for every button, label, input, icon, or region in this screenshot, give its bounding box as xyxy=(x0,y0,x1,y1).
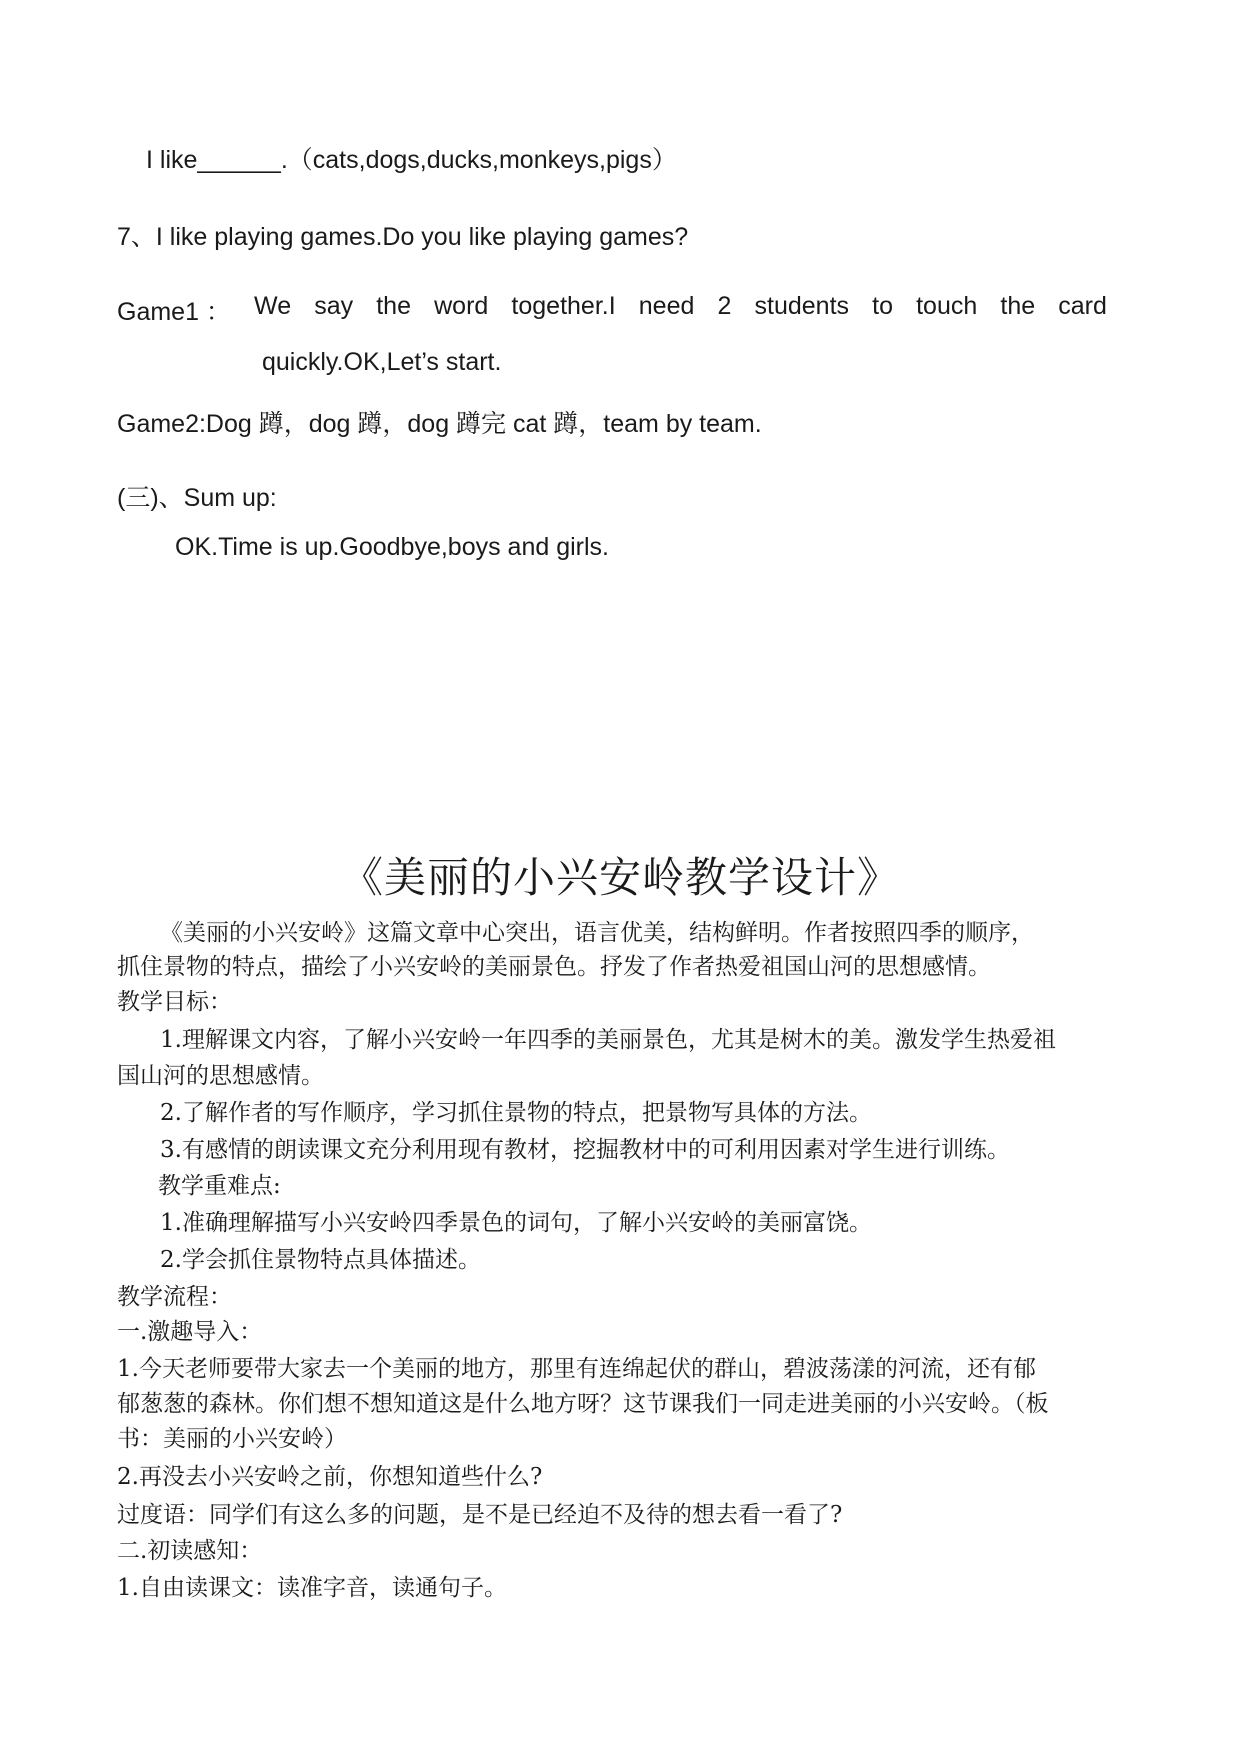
game1-word: together.I xyxy=(511,292,616,320)
game2-line: Game2:Dog 蹲，dog 蹲，dog 蹲完 cat 蹲，team by team. xyxy=(117,410,762,438)
game1-word: the xyxy=(376,292,411,320)
step1-item: 1.今天老师要带大家去一个美丽的地方，那里有连绵起伏的群山，碧波荡漾的河流，还有郁 xyxy=(117,1356,1036,1382)
game1-continuation: quickly.OK,Let’s start. xyxy=(262,348,502,376)
step1-item: 郁葱葱的森林。你们想不想知道这是什么地方呀？这节课我们一同走进美丽的小兴安岭。（板 xyxy=(117,1391,1049,1417)
game1-word: word xyxy=(434,292,489,320)
game1-word: need xyxy=(638,292,695,320)
transition-line: 过度语：同学们有这么多的问题，是不是已经迫不及待的想去看一看了? xyxy=(117,1502,843,1528)
item-7-line: 7、I like playing games.Do you like playing games? xyxy=(117,223,689,251)
goodbye-line: OK.Time is up.Goodbye,boys and girls. xyxy=(175,533,609,561)
step1-item: 书：美丽的小兴安岭） xyxy=(117,1426,347,1452)
step2-heading: 二.初读感知： xyxy=(117,1538,263,1564)
key-heading: 教学重难点: xyxy=(158,1173,281,1199)
step1-heading: 一.激趣导入： xyxy=(117,1319,263,1345)
sumup-heading: (三)、Sum up: xyxy=(117,484,277,512)
flow-heading: 教学流程： xyxy=(117,1284,232,1310)
game1-word: We xyxy=(254,292,292,320)
game1-word: 2 xyxy=(717,292,732,320)
step1-item: 2.再没去小兴安岭之前，你想知道些什么? xyxy=(117,1464,543,1490)
goals-heading: 教学目标： xyxy=(117,989,232,1015)
intro-line: 《美丽的小兴安岭》这篇文章中心突出，语言优美，结构鲜明。作者按照四季的顺序， xyxy=(160,920,1034,946)
game1-word: touch xyxy=(916,292,978,320)
ilike-line: I like______.（cats,dogs,ducks,monkeys,pigs） xyxy=(146,146,677,174)
key-item: 1.准确理解描写小兴安岭四季景色的词句，了解小兴安岭的美丽富饶。 xyxy=(160,1210,872,1236)
goal-item: 3.有感情的朗读课文充分利用现有教材，挖掘教材中的可利用因素对学生进行训练。 xyxy=(160,1137,1010,1163)
intro-line: 抓住景物的特点，描绘了小兴安岭的美丽景色。抒发了作者热爱祖国山河的思想感情。 xyxy=(117,954,991,980)
lesson-title: 《美丽的小兴安岭教学设计》 xyxy=(340,853,900,902)
step2-item: 1.自由读课文：读准字音，读通句子。 xyxy=(117,1575,507,1601)
game1-word: say xyxy=(314,292,354,320)
goal-item: 国山河的思想感情。 xyxy=(117,1063,324,1089)
game1-line xyxy=(117,292,1107,328)
game1-word: card xyxy=(1058,292,1107,320)
game1-word: to xyxy=(872,292,893,320)
game1-label: Game1 ： xyxy=(117,298,231,326)
goal-item: 1.理解课文内容，了解小兴安岭一年四季的美丽景色，尤其是树木的美。激发学生热爱祖 xyxy=(160,1027,1056,1053)
game1-word: the xyxy=(1000,292,1036,320)
key-item: 2.学会抓住景物特点具体描述。 xyxy=(160,1247,481,1273)
game1-word: students xyxy=(754,292,850,320)
goal-item: 2.了解作者的写作顺序，学习抓住景物的特点，把景物写具体的方法。 xyxy=(160,1100,872,1126)
